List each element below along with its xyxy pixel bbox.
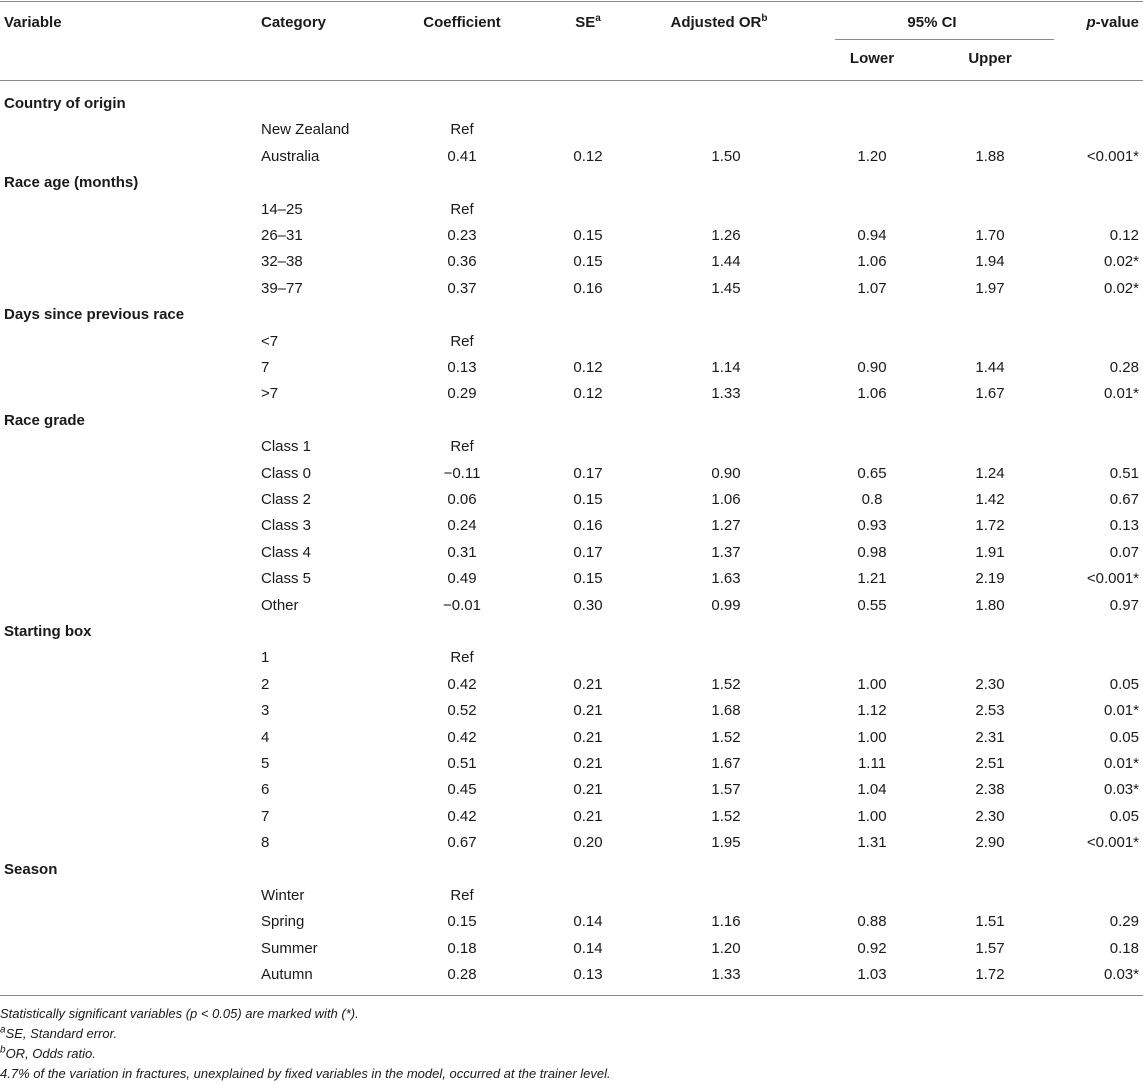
ci-upper-cell: 2.53 xyxy=(975,702,1005,719)
p-value-cell: 0.05 xyxy=(1109,676,1139,693)
adjusted-or-cell: 1.52 xyxy=(711,676,741,693)
category-cell: Class 5 xyxy=(261,570,312,587)
footnote-significance: Statistically significant variables (p < 0.05) are marked with (*). xyxy=(0,1006,359,1021)
coefficient-cell: 0.06 xyxy=(447,491,477,508)
adjusted-or-cell: 1.68 xyxy=(711,702,741,719)
ci-upper-cell: 1.72 xyxy=(975,966,1005,983)
p-value-cell: 0.03* xyxy=(1103,781,1139,798)
p-value-cell: 0.02* xyxy=(1103,280,1139,297)
coefficient-cell: −0.11 xyxy=(443,465,481,482)
ci-upper-cell: 1.57 xyxy=(975,940,1005,957)
ci-lower-cell: 1.21 xyxy=(857,570,887,587)
se-cell: 0.15 xyxy=(573,253,603,270)
adjusted-or-cell: 1.63 xyxy=(711,570,741,587)
table-top-rule xyxy=(0,1,1143,2)
se-cell: 0.20 xyxy=(573,834,603,851)
header-variable: Variable xyxy=(4,14,62,31)
category-cell: 3 xyxy=(261,702,270,719)
header-se: $SE^a$ xyxy=(575,13,601,31)
coefficient-cell: 0.45 xyxy=(447,781,477,798)
coefficient-cell: −0.01 xyxy=(443,597,481,614)
header-category: Category xyxy=(261,14,327,31)
coefficient-cell: Ref xyxy=(450,887,474,904)
footnote-trainer-variation: 4.7% of the variation in fractures, unexplained by fixed variables in the model, occurred at the trainer level. xyxy=(0,1066,611,1081)
ci-upper-cell: 1.80 xyxy=(975,597,1005,614)
coefficient-cell: 0.42 xyxy=(447,729,477,746)
p-value-cell: <0.001* xyxy=(1086,834,1139,851)
ci-upper-cell: 2.31 xyxy=(975,729,1005,746)
footnote-se: $^a$SE, Standard error. xyxy=(0,1024,118,1041)
header-coefficient: Coefficient xyxy=(423,14,501,31)
ci-upper-cell: 1.42 xyxy=(975,491,1005,508)
ci-upper-cell: 1.97 xyxy=(975,280,1005,297)
adjusted-or-cell: 1.06 xyxy=(711,491,741,508)
category-cell: 6 xyxy=(261,781,270,798)
ci-lower-cell: 1.06 xyxy=(857,385,887,402)
adjusted-or-cell: 1.52 xyxy=(711,808,741,825)
category-cell: Class 1 xyxy=(261,438,312,455)
coefficient-cell: 0.51 xyxy=(447,755,477,772)
adjusted-or-cell: 1.27 xyxy=(711,517,741,534)
p-value-cell: <0.001* xyxy=(1086,148,1139,165)
coefficient-cell: 0.18 xyxy=(447,940,477,957)
ci-lower-cell: 1.00 xyxy=(857,729,887,746)
variable-group-label: Season xyxy=(4,861,58,878)
category-cell: Other xyxy=(261,597,299,614)
adjusted-or-cell: 1.50 xyxy=(711,148,741,165)
se-cell: 0.15 xyxy=(573,227,603,244)
coefficient-cell: 0.29 xyxy=(447,385,477,402)
coefficient-cell: Ref xyxy=(450,438,474,455)
category-cell: 7 xyxy=(261,808,270,825)
ci-lower-cell: 1.20 xyxy=(857,148,887,165)
ci-upper-cell: 2.90 xyxy=(975,834,1005,851)
ci-lower-cell: 0.88 xyxy=(857,913,887,930)
ci-lower-cell: 1.00 xyxy=(857,808,887,825)
variable-group-label: Race age (months) xyxy=(4,174,139,191)
category-cell: New Zealand xyxy=(261,121,350,138)
coefficient-cell: 0.42 xyxy=(447,808,477,825)
category-cell: Class 2 xyxy=(261,491,312,508)
ci-upper-cell: 2.30 xyxy=(975,676,1005,693)
se-cell: 0.15 xyxy=(573,491,603,508)
ci-lower-cell: 0.55 xyxy=(857,597,887,614)
coefficient-cell: 0.49 xyxy=(447,570,477,587)
ci-upper-cell: 1.67 xyxy=(975,385,1005,402)
adjusted-or-cell: 1.45 xyxy=(711,280,741,297)
adjusted-or-cell: 1.33 xyxy=(711,966,741,983)
ci-upper-cell: 1.88 xyxy=(975,148,1005,165)
p-value-cell: 0.02* xyxy=(1103,253,1139,270)
category-cell: 4 xyxy=(261,729,270,746)
ci-lower-cell: 1.12 xyxy=(857,702,887,719)
coefficient-cell: 0.37 xyxy=(447,280,477,297)
category-cell: 2 xyxy=(261,676,270,693)
category-cell: Spring xyxy=(261,913,305,930)
p-value-cell: 0.05 xyxy=(1109,729,1139,746)
adjusted-or-cell: 0.99 xyxy=(711,597,741,614)
ci-upper-cell: 1.70 xyxy=(975,227,1005,244)
ci-lower-cell: 1.03 xyxy=(857,966,887,983)
adjusted-or-cell: 1.37 xyxy=(711,544,741,561)
p-value-cell: 0.18 xyxy=(1109,940,1139,957)
p-value-cell: 0.67 xyxy=(1109,491,1139,508)
table-bottom-rule xyxy=(0,995,1143,996)
ci-lower-cell: 1.31 xyxy=(857,834,887,851)
ci-lower-cell: 0.98 xyxy=(857,544,887,561)
category-cell: Australia xyxy=(261,148,320,165)
coefficient-cell: 0.67 xyxy=(447,834,477,851)
se-cell: 0.16 xyxy=(573,280,603,297)
p-value-cell: 0.13 xyxy=(1109,517,1139,534)
se-cell: 0.21 xyxy=(573,702,603,719)
adjusted-or-cell: 1.95 xyxy=(711,834,741,851)
ci-lower-cell: 1.06 xyxy=(857,253,887,270)
adjusted-or-cell: 1.14 xyxy=(711,359,741,376)
ci-upper-cell: 2.51 xyxy=(975,755,1005,772)
coefficient-cell: 0.15 xyxy=(447,913,477,930)
p-value-cell: 0.97 xyxy=(1109,597,1139,614)
se-cell: 0.30 xyxy=(573,597,603,614)
header-adjusted-or: Adjusted $OR^b$ xyxy=(670,13,768,31)
se-cell: 0.21 xyxy=(573,781,603,798)
se-cell: 0.17 xyxy=(573,544,603,561)
adjusted-or-cell: 1.16 xyxy=(711,913,741,930)
ci-lower-cell: 0.8 xyxy=(861,491,883,508)
category-cell: Winter xyxy=(261,887,305,904)
ci-lower-cell: 1.07 xyxy=(857,280,887,297)
category-cell: 14–25 xyxy=(261,201,303,218)
coefficient-cell: Ref xyxy=(450,333,474,350)
ci-lower-cell: 0.94 xyxy=(857,227,887,244)
p-value-cell: 0.07 xyxy=(1109,544,1139,561)
coefficient-cell: 0.28 xyxy=(447,966,477,983)
ci-lower-cell: 0.65 xyxy=(857,465,887,482)
se-cell: 0.21 xyxy=(573,729,603,746)
ci-lower-cell: 0.92 xyxy=(857,940,887,957)
coefficient-cell: 0.31 xyxy=(447,544,477,561)
category-cell: Class 0 xyxy=(261,465,312,482)
ci-upper-cell: 1.24 xyxy=(975,465,1005,482)
ci-lower-cell: 1.04 xyxy=(857,781,887,798)
category-cell: 7 xyxy=(261,359,270,376)
coefficient-cell: 0.41 xyxy=(447,148,477,165)
category-cell: >7 xyxy=(261,385,279,402)
adjusted-or-cell: 0.90 xyxy=(711,465,741,482)
se-cell: 0.12 xyxy=(573,385,603,402)
header-bottom-rule xyxy=(0,80,1143,81)
variable-group-label: Days since previous race xyxy=(4,306,185,323)
category-cell: Class 4 xyxy=(261,544,312,561)
category-cell: Class 3 xyxy=(261,517,312,534)
p-value-cell: 0.03* xyxy=(1103,966,1139,983)
category-cell: 5 xyxy=(261,755,270,772)
adjusted-or-cell: 1.33 xyxy=(711,385,741,402)
se-cell: 0.21 xyxy=(573,676,603,693)
coefficient-cell: 0.23 xyxy=(447,227,477,244)
coefficient-cell: Ref xyxy=(450,649,474,666)
se-cell: 0.14 xyxy=(573,913,603,930)
p-value-cell: 0.29 xyxy=(1109,913,1139,930)
ci-upper-cell: 2.38 xyxy=(975,781,1005,798)
ci-lower-cell: 0.93 xyxy=(857,517,887,534)
category-cell: 32–38 xyxy=(261,253,303,270)
se-cell: 0.12 xyxy=(573,359,603,376)
coefficient-cell: Ref xyxy=(450,201,474,218)
p-value-cell: 0.12 xyxy=(1109,227,1139,244)
se-cell: 0.21 xyxy=(573,755,603,772)
se-cell: 0.16 xyxy=(573,517,603,534)
p-value-cell: <0.001* xyxy=(1086,570,1139,587)
adjusted-or-cell: 1.57 xyxy=(711,781,741,798)
ci-upper-cell: 2.19 xyxy=(975,570,1005,587)
variable-group-label: Country of origin xyxy=(4,95,126,112)
category-cell: 8 xyxy=(261,834,270,851)
category-cell: 39–77 xyxy=(261,280,303,297)
header-p-value: p-value xyxy=(1086,14,1139,31)
ci-upper-cell: 1.94 xyxy=(975,253,1005,270)
ci-upper-cell: 1.51 xyxy=(975,913,1005,930)
adjusted-or-cell: 1.20 xyxy=(711,940,741,957)
ci-header-rule xyxy=(835,39,1054,40)
ci-lower-cell: 1.11 xyxy=(857,755,887,772)
coefficient-cell: 0.42 xyxy=(447,676,477,693)
ci-lower-cell: 1.00 xyxy=(857,676,887,693)
ci-upper-cell: 2.30 xyxy=(975,808,1005,825)
p-value-cell: 0.01* xyxy=(1103,702,1139,719)
se-cell: 0.17 xyxy=(573,465,603,482)
coefficient-cell: Ref xyxy=(450,121,474,138)
se-cell: 0.13 xyxy=(573,966,603,983)
coefficient-cell: 0.24 xyxy=(447,517,477,534)
category-cell: Autumn xyxy=(261,966,313,983)
coefficient-cell: 0.13 xyxy=(447,359,477,376)
se-cell: 0.15 xyxy=(573,570,603,587)
se-cell: 0.14 xyxy=(573,940,603,957)
p-value-cell: 0.28 xyxy=(1109,359,1139,376)
adjusted-or-cell: 1.52 xyxy=(711,729,741,746)
footnote-or: $^b$OR, Odds ratio. xyxy=(0,1044,96,1061)
category-cell: <7 xyxy=(261,333,279,350)
p-value-cell: 0.01* xyxy=(1103,385,1139,402)
adjusted-or-cell: 1.44 xyxy=(711,253,741,270)
p-value-cell: 0.51 xyxy=(1109,465,1139,482)
se-cell: 0.12 xyxy=(573,148,603,165)
header-lower: Lower xyxy=(849,50,895,67)
adjusted-or-cell: 1.67 xyxy=(711,755,741,772)
ci-upper-cell: 1.91 xyxy=(975,544,1005,561)
category-cell: 26–31 xyxy=(261,227,303,244)
ci-upper-cell: 1.44 xyxy=(975,359,1005,376)
coefficient-cell: 0.52 xyxy=(447,702,477,719)
se-cell: 0.21 xyxy=(573,808,603,825)
p-value-cell: 0.05 xyxy=(1109,808,1139,825)
adjusted-or-cell: 1.26 xyxy=(711,227,741,244)
ci-lower-cell: 0.90 xyxy=(857,359,887,376)
coefficient-cell: 0.36 xyxy=(447,253,477,270)
header-upper: Upper xyxy=(968,50,1012,67)
category-cell: Summer xyxy=(261,940,318,957)
p-value-cell: 0.01* xyxy=(1103,755,1139,772)
variable-group-label: Race grade xyxy=(4,412,85,429)
variable-group-label: Starting box xyxy=(4,623,92,640)
ci-upper-cell: 1.72 xyxy=(975,517,1005,534)
header-95-ci: 95% CI xyxy=(907,14,957,31)
category-cell: 1 xyxy=(261,649,270,666)
